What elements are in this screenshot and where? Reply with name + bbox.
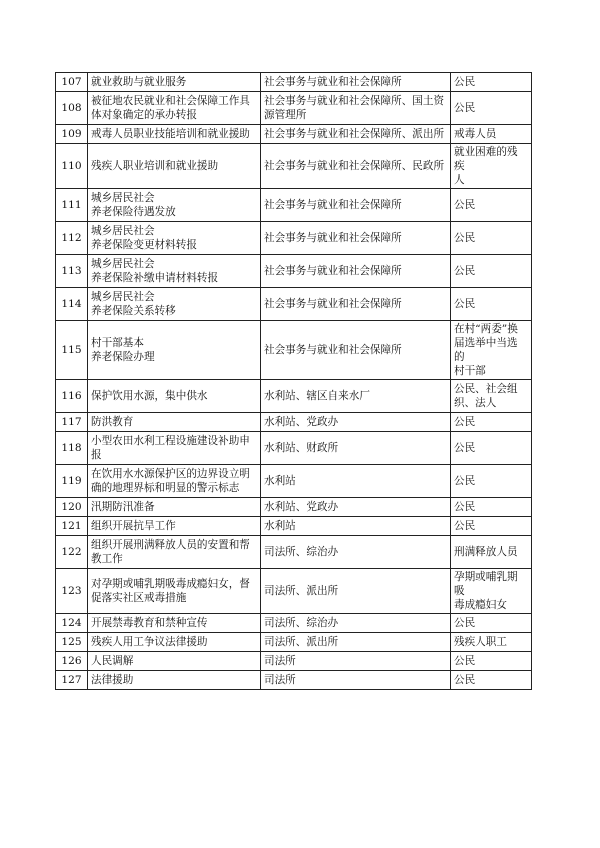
service-item	[88, 288, 261, 321]
table-row	[56, 652, 532, 671]
responsible-department-line: 社会事务与就业和社会保障所、派出所	[264, 128, 445, 140]
service-item-line: 戒毒人员职业技能培训和就业援助	[91, 128, 250, 140]
row-number: 112	[56, 222, 88, 255]
responsible-department	[261, 321, 451, 380]
service-object	[451, 380, 532, 413]
service-item-line: 村干部基本	[91, 337, 144, 349]
responsible-department	[261, 432, 451, 465]
service-item-line: 人民调解	[91, 655, 134, 667]
service-item	[88, 321, 261, 380]
service-item	[88, 614, 261, 633]
service-object	[451, 536, 532, 569]
service-object-line: 孕期或哺乳期吸	[454, 571, 518, 597]
responsible-department-line: 司法所	[264, 674, 296, 686]
responsible-department	[261, 536, 451, 569]
responsible-department	[261, 255, 451, 288]
row-number: 107	[56, 73, 88, 92]
service-object-line: 村干部	[454, 365, 486, 377]
table-row	[56, 517, 532, 536]
service-item-line: 体对象确定的承办转报	[91, 109, 197, 121]
table-row	[56, 498, 532, 517]
service-object-line: 公民	[454, 232, 476, 244]
row-number: 125	[56, 633, 88, 652]
service-item	[88, 465, 261, 498]
row-number: 113	[56, 255, 88, 288]
service-item-line: 开展禁毒教育和禁种宣传	[91, 617, 208, 629]
row-number: 115	[56, 321, 88, 380]
responsible-department-line: 社会事务与就业和社会保障所、国土资	[264, 95, 445, 107]
service-object-line: 公民	[454, 416, 476, 428]
service-object-line: 残疾人职工	[454, 636, 507, 648]
service-item-line: 组织开展刑满释放人员的安置和帮	[91, 539, 250, 551]
responsible-department	[261, 569, 451, 614]
service-object	[451, 321, 532, 380]
service-item	[88, 633, 261, 652]
service-object	[451, 255, 532, 288]
service-object-line: 公民	[454, 265, 476, 277]
responsible-department-line: 社会事务与就业和社会保障所	[264, 298, 402, 310]
responsible-department-line: 水利站、辖区自来水厂	[264, 390, 370, 402]
row-number: 109	[56, 125, 88, 144]
service-object	[451, 614, 532, 633]
service-object	[451, 144, 532, 189]
service-item	[88, 671, 261, 690]
table-row	[56, 465, 532, 498]
table-row	[56, 189, 532, 222]
service-object	[451, 569, 532, 614]
row-number: 116	[56, 380, 88, 413]
service-item-line: 残疾人职业培训和就业援助	[91, 160, 219, 172]
responsible-department	[261, 671, 451, 690]
row-number: 118	[56, 432, 88, 465]
service-item	[88, 255, 261, 288]
service-object	[451, 222, 532, 255]
row-number: 124	[56, 614, 88, 633]
table-row	[56, 569, 532, 614]
service-object-line: 织、法人	[454, 397, 497, 409]
service-object	[451, 432, 532, 465]
table-row	[56, 321, 532, 380]
service-object-line: 公民	[454, 475, 476, 487]
service-item-line: 养老保险关系转移	[91, 305, 176, 317]
table-row	[56, 671, 532, 690]
responsible-department-line: 司法所	[264, 655, 296, 667]
service-item-line: 被征地农民就业和社会保障工作具	[91, 95, 250, 107]
responsible-department	[261, 614, 451, 633]
service-object	[451, 517, 532, 536]
table-row	[56, 255, 532, 288]
service-item-line: 报	[91, 449, 102, 461]
service-object-line: 戒毒人员	[454, 128, 497, 140]
row-number: 121	[56, 517, 88, 536]
responsible-department	[261, 222, 451, 255]
responsible-department	[261, 73, 451, 92]
service-object-line: 就业困难的残疾	[454, 146, 518, 172]
service-object-line: 公民	[454, 102, 476, 114]
responsible-department	[261, 517, 451, 536]
row-number: 120	[56, 498, 88, 517]
responsible-department	[261, 633, 451, 652]
service-item-line: 组织开展抗旱工作	[91, 520, 176, 532]
service-item-line: 法律援助	[91, 674, 134, 686]
service-item	[88, 92, 261, 125]
service-item-line: 小型农田水利工程设施建设补助申	[91, 435, 250, 447]
service-object-line: 公民	[454, 199, 476, 211]
service-item-line: 城乡居民社会	[91, 291, 155, 303]
service-object-line: 在村“两委”换	[454, 323, 518, 335]
responsible-department	[261, 465, 451, 498]
service-item	[88, 189, 261, 222]
responsible-department	[261, 125, 451, 144]
service-item	[88, 144, 261, 189]
responsible-department-line: 社会事务与就业和社会保障所	[264, 265, 402, 277]
responsible-department-line: 社会事务与就业和社会保障所	[264, 232, 402, 244]
table-row	[56, 73, 532, 92]
table-row	[56, 614, 532, 633]
table-row	[56, 144, 532, 189]
service-object-line: 公民	[454, 617, 476, 629]
service-item	[88, 73, 261, 92]
table-row	[56, 413, 532, 432]
service-object-line: 公民	[454, 655, 476, 667]
service-item	[88, 498, 261, 517]
service-object	[451, 498, 532, 517]
service-object-line: 毒成瘾妇女	[454, 599, 507, 611]
service-object	[451, 288, 532, 321]
service-object-line: 公民	[454, 674, 476, 686]
service-item-line: 城乡居民社会	[91, 225, 155, 237]
service-object-line: 公民、社会组	[454, 383, 518, 395]
service-object	[451, 92, 532, 125]
row-number: 117	[56, 413, 88, 432]
responsible-department	[261, 652, 451, 671]
service-object	[451, 652, 532, 671]
responsible-department-line: 社会事务与就业和社会保障所、民政所	[264, 160, 445, 172]
table-row	[56, 633, 532, 652]
table-row	[56, 288, 532, 321]
service-object-line: 公民	[454, 298, 476, 310]
responsible-department-line: 水利站、财政所	[264, 442, 339, 454]
row-number: 123	[56, 569, 88, 614]
table-row	[56, 92, 532, 125]
service-item-line: 养老保险待遇发放	[91, 206, 176, 218]
responsible-department	[261, 189, 451, 222]
service-object-line: 届选举中当选的	[454, 337, 518, 363]
service-item-line: 教工作	[91, 553, 123, 565]
service-item	[88, 569, 261, 614]
service-item-line: 保护饮用水源，集中供水	[91, 390, 208, 402]
responsible-department-line: 水利站、党政办	[264, 501, 339, 513]
service-object-line: 公民	[454, 442, 476, 454]
service-item	[88, 536, 261, 569]
table-row	[56, 432, 532, 465]
service-object-line: 公民	[454, 76, 476, 88]
service-object-line: 公民	[454, 501, 476, 513]
service-item-line: 对孕期或哺乳期吸毒成瘾妇女，督	[91, 578, 250, 590]
responsible-department-line: 社会事务与就业和社会保障所	[264, 76, 402, 88]
row-number: 108	[56, 92, 88, 125]
service-object-line: 人	[454, 174, 465, 186]
row-number: 126	[56, 652, 88, 671]
service-item	[88, 432, 261, 465]
service-item	[88, 517, 261, 536]
row-number: 114	[56, 288, 88, 321]
responsible-department-line: 源管理所	[264, 109, 307, 121]
responsible-department-line: 司法所、派出所	[264, 585, 339, 597]
row-number: 127	[56, 671, 88, 690]
row-number: 111	[56, 189, 88, 222]
service-item	[88, 125, 261, 144]
service-item-line: 城乡居民社会	[91, 258, 155, 270]
responsible-department	[261, 413, 451, 432]
service-item-line: 汛期防汛准备	[91, 501, 155, 513]
responsible-department	[261, 92, 451, 125]
row-number: 110	[56, 144, 88, 189]
service-item-line: 养老保险补缴申请材料转报	[91, 272, 219, 284]
service-object	[451, 465, 532, 498]
row-number: 122	[56, 536, 88, 569]
service-item	[88, 380, 261, 413]
service-item-line: 在饮用水水源保护区的边界设立明	[91, 468, 250, 480]
service-object	[451, 189, 532, 222]
service-item-line: 防洪教育	[91, 416, 134, 428]
service-item-line: 养老保险变更材料转报	[91, 239, 197, 251]
table-row	[56, 536, 532, 569]
responsible-department-line: 司法所、综治办	[264, 546, 339, 558]
responsible-department	[261, 144, 451, 189]
responsible-department-line: 司法所、综治办	[264, 617, 339, 629]
service-table-body	[56, 73, 532, 690]
responsible-department-line: 社会事务与就业和社会保障所	[264, 199, 402, 211]
responsible-department	[261, 380, 451, 413]
table-row	[56, 380, 532, 413]
responsible-department-line: 水利站、党政办	[264, 416, 339, 428]
service-item	[88, 652, 261, 671]
service-item-line: 就业救助与就业服务	[91, 76, 187, 88]
row-number: 119	[56, 465, 88, 498]
service-object	[451, 125, 532, 144]
table-row	[56, 222, 532, 255]
responsible-department-line: 社会事务与就业和社会保障所	[264, 344, 402, 356]
service-object	[451, 73, 532, 92]
table-row	[56, 125, 532, 144]
responsible-department-line: 水利站	[264, 475, 296, 487]
service-object	[451, 633, 532, 652]
service-object	[451, 413, 532, 432]
service-item	[88, 222, 261, 255]
service-item-line: 残疾人用工争议法律援助	[91, 636, 208, 648]
responsible-department-line: 司法所、派出所	[264, 636, 339, 648]
service-item-line: 确的地理界标和明显的警示标志	[91, 482, 240, 494]
service-item-line: 养老保险办理	[91, 351, 155, 363]
service-object-line: 公民	[454, 520, 476, 532]
responsible-department-line: 水利站	[264, 520, 296, 532]
service-item-line: 促落实社区戒毒措施	[91, 592, 187, 604]
service-item	[88, 413, 261, 432]
responsible-department	[261, 498, 451, 517]
service-table	[55, 72, 532, 690]
service-item-line: 城乡居民社会	[91, 192, 155, 204]
service-object-line: 刑满释放人员	[454, 546, 518, 558]
service-object	[451, 671, 532, 690]
responsible-department	[261, 288, 451, 321]
